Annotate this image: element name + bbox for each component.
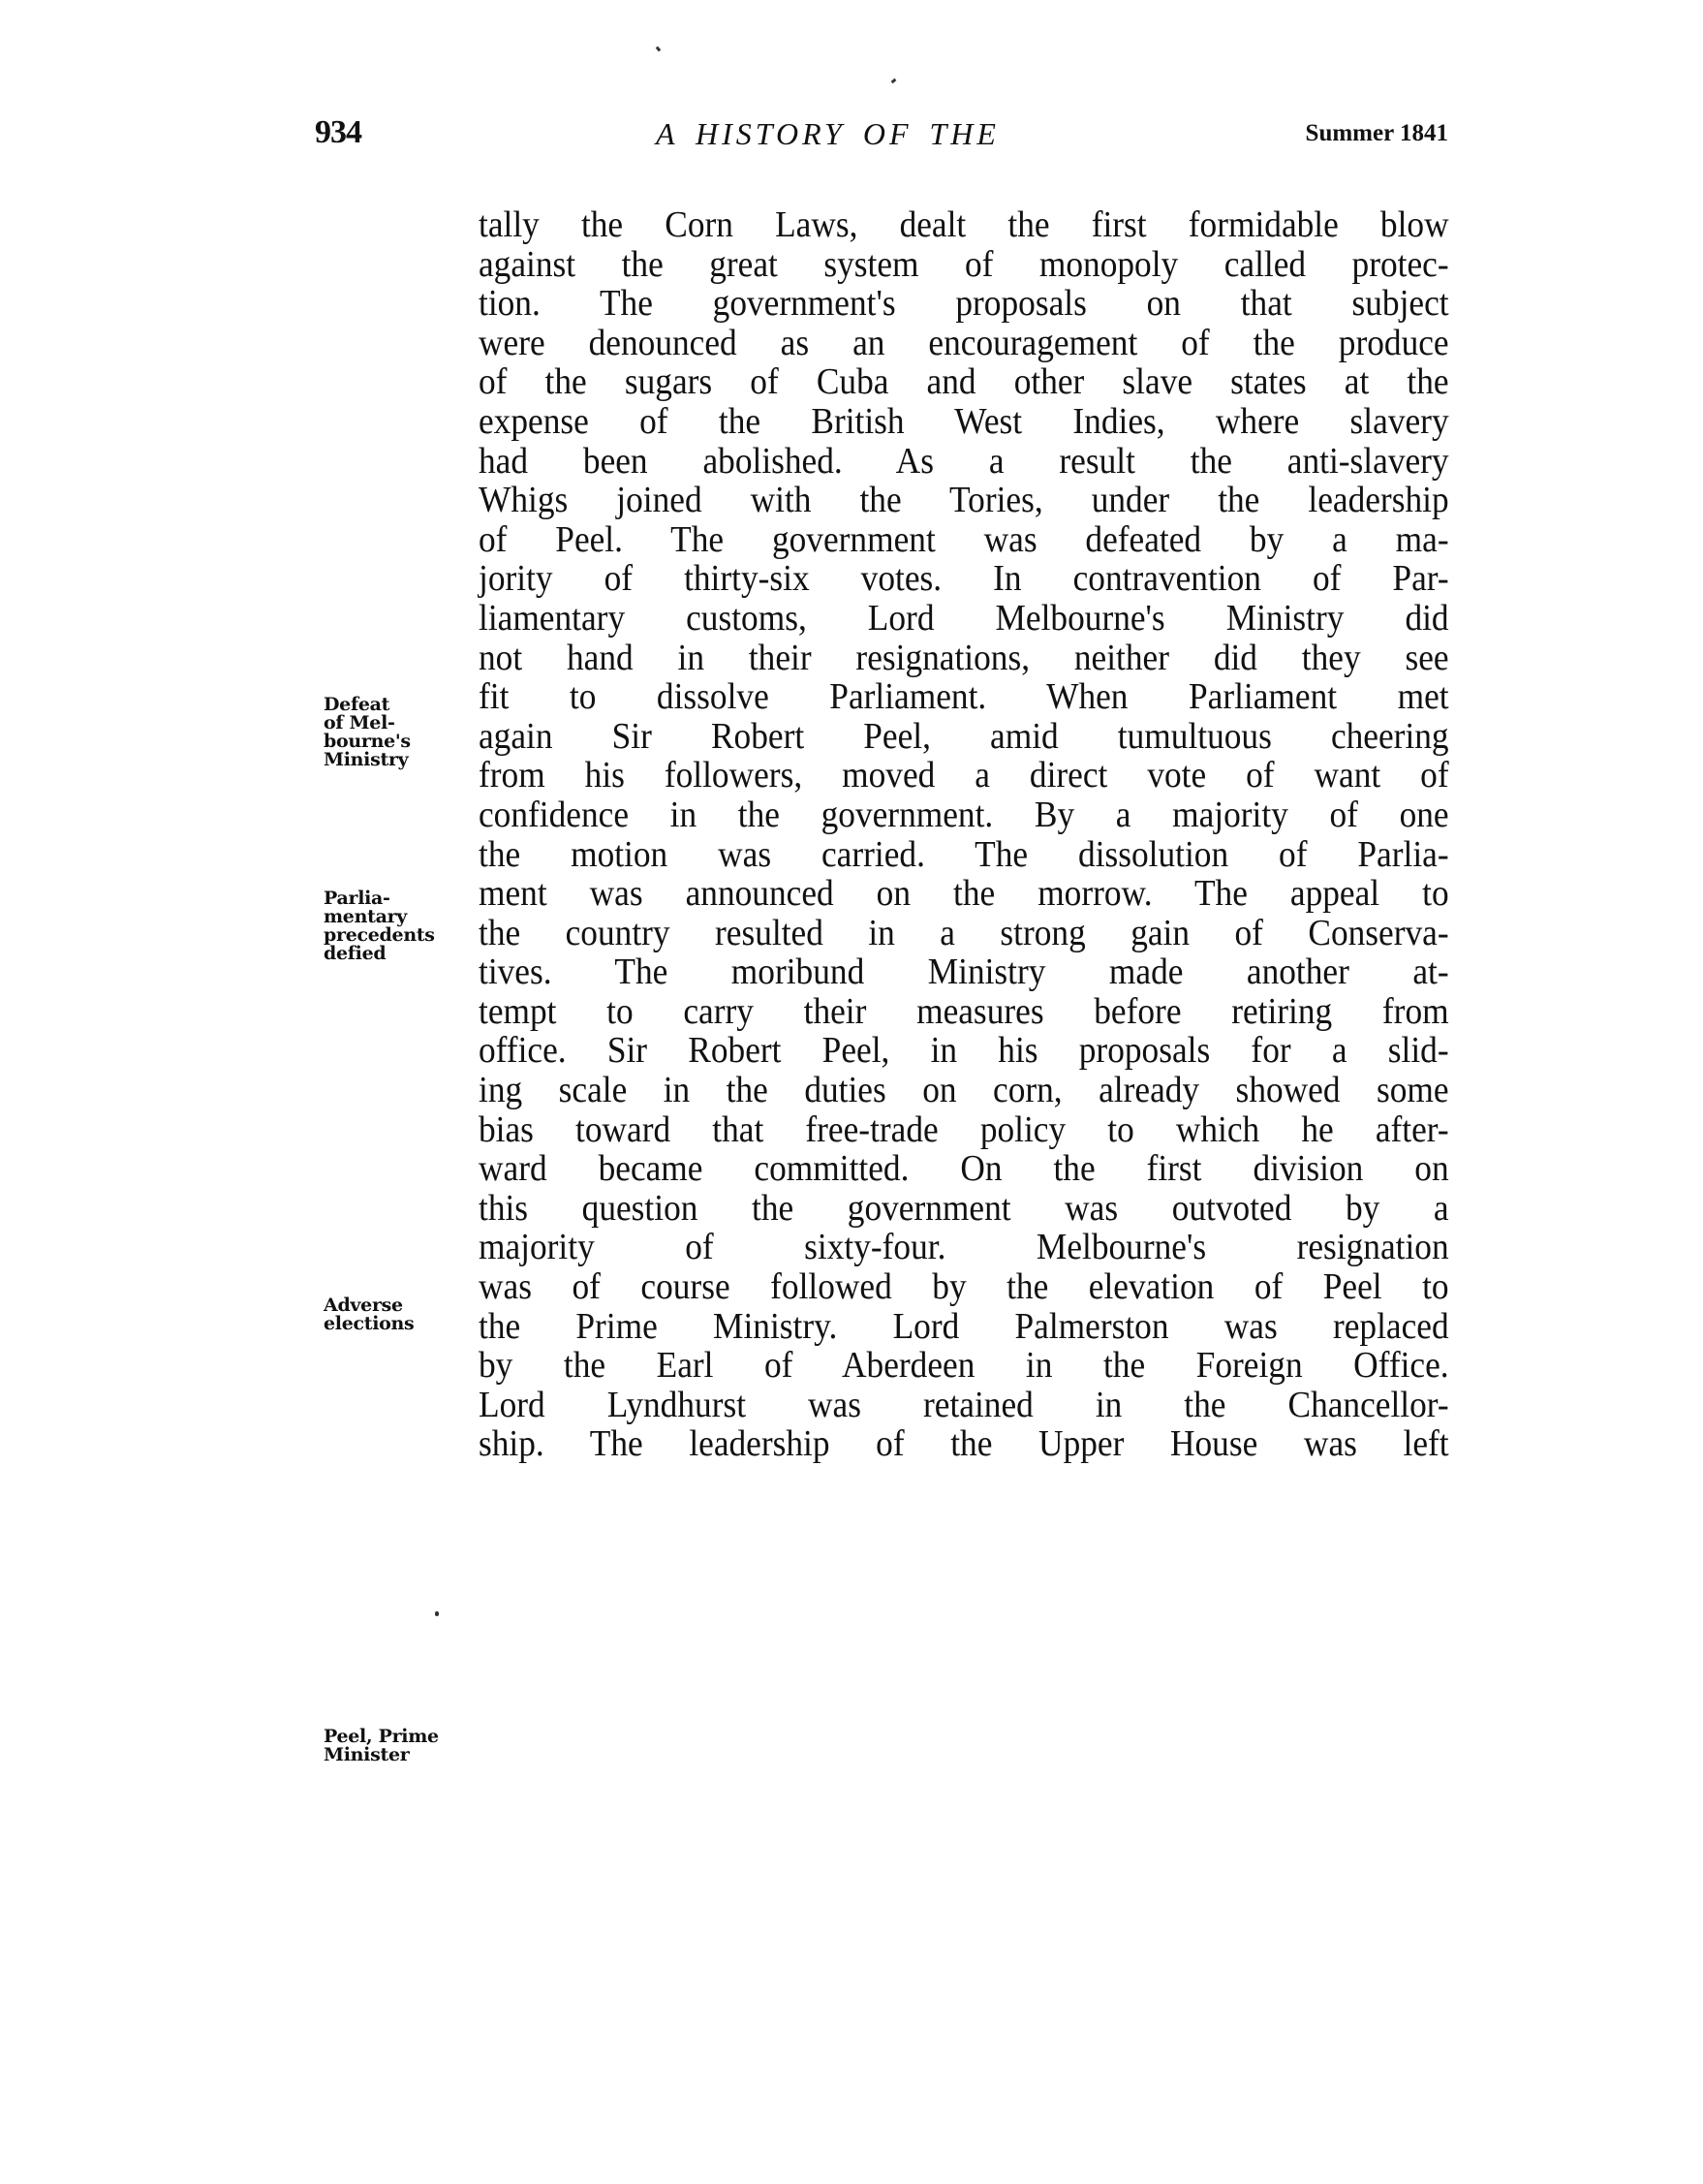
text-line: bias toward that free-trade policy to which he after-: [479, 1108, 1449, 1150]
text-line: liamentary customs, Lord Melbourne's Ministry did: [479, 597, 1449, 639]
text-line: tion. The government's proposals on that subject: [479, 283, 1449, 325]
text-line: this question the government was outvoted by a: [479, 1187, 1449, 1229]
text-line: ment was announced on the morrow. The appeal to: [479, 873, 1449, 915]
margin-note-peel: [324, 1728, 479, 1764]
text-line: by the Earl of Aberdeen in the Foreign Office.: [479, 1345, 1449, 1387]
margin-note-line: precedents: [324, 924, 435, 946]
margin-note-line: Adverse: [324, 1295, 403, 1316]
text-line: expense of the British West Indies, where slavery: [479, 400, 1449, 442]
text-line: from his followers, moved a direct vote of want of: [479, 755, 1449, 796]
margin-note-line: of Mel-: [324, 712, 395, 733]
margin-note-line: mentary: [324, 906, 408, 927]
margin-note-precedents: [324, 889, 479, 963]
text-line: ward became committed. On the first division on: [479, 1148, 1449, 1190]
text-line: had been abolished. As a result the anti-slavery: [479, 440, 1449, 482]
text-line: the Prime Ministry. Lord Palmerston was replaced: [479, 1305, 1449, 1347]
body-text: [479, 205, 1449, 1464]
text-line: were denounced as an encouragement of the produce: [479, 322, 1449, 363]
text-line: was of course followed by the elevation of Peel to: [479, 1266, 1449, 1308]
text-line: ing scale in the duties on corn, already showed some: [479, 1070, 1449, 1111]
text-line: against the great system of monopoly called protec-: [479, 243, 1449, 285]
text-line: tives. The moribund Ministry made another at-: [479, 952, 1449, 993]
text-line: fit to dissolve Parliament. When Parliament met: [479, 676, 1449, 718]
text-line: the motion was carried. The dissolution of Parlia-: [479, 833, 1449, 875]
margin-note-line: Ministry: [324, 749, 409, 770]
page-number: 934: [315, 114, 361, 150]
text-line: not hand in their resignations, neither did they see: [479, 637, 1449, 678]
text-line: tally the Corn Laws, dealt the first formidable blow: [479, 204, 1449, 245]
running-title: A HISTORY OF THE: [656, 116, 1000, 151]
text-line: confidence in the government. By a majority of one: [479, 794, 1449, 835]
margin-note-line: Defeat: [324, 694, 390, 715]
text-line: of the sugars of Cuba and other slave states at the: [479, 361, 1449, 403]
scan-speck: [656, 47, 662, 52]
text-line: the country resulted in a strong gain of Conserva-: [479, 912, 1449, 953]
text-line: tempt to carry their measures before retiring from: [479, 990, 1449, 1032]
running-date: Summer 1841: [1305, 120, 1448, 146]
text-line: of Peel. The government was defeated by a ma-: [479, 518, 1449, 560]
margin-note-defeat: [324, 696, 479, 769]
text-line: office. Sir Robert Peel, in his proposals for a slid-: [479, 1030, 1449, 1072]
text-line: majority of sixty-four. Melbourne's resignation: [479, 1227, 1449, 1268]
text-line: again Sir Robert Peel, amid tumultuous cheering: [479, 715, 1449, 757]
text-line: jority of thirty-six votes. In contravention of Par-: [479, 558, 1449, 600]
margin-note-line: defied: [324, 943, 387, 964]
text-line: Whigs joined with the Tories, under the leadership: [479, 480, 1449, 521]
margin-note-line: Peel, Prime: [324, 1726, 439, 1747]
margin-note-line: bourne's: [324, 731, 411, 752]
margin-note-line: elections: [324, 1313, 415, 1334]
running-head: [315, 114, 1448, 163]
margin-note-elections: [324, 1296, 479, 1333]
margin-note-line: Minister: [324, 1744, 410, 1765]
text-line: ship. The leadership of the Upper House was left: [479, 1423, 1449, 1465]
text-line: Lord Lyndhurst was retained in the Chancellor-: [479, 1384, 1449, 1425]
margin-note-line: Parlia-: [324, 888, 390, 909]
scan-speck: [435, 1611, 439, 1616]
scan-speck: [891, 78, 897, 84]
